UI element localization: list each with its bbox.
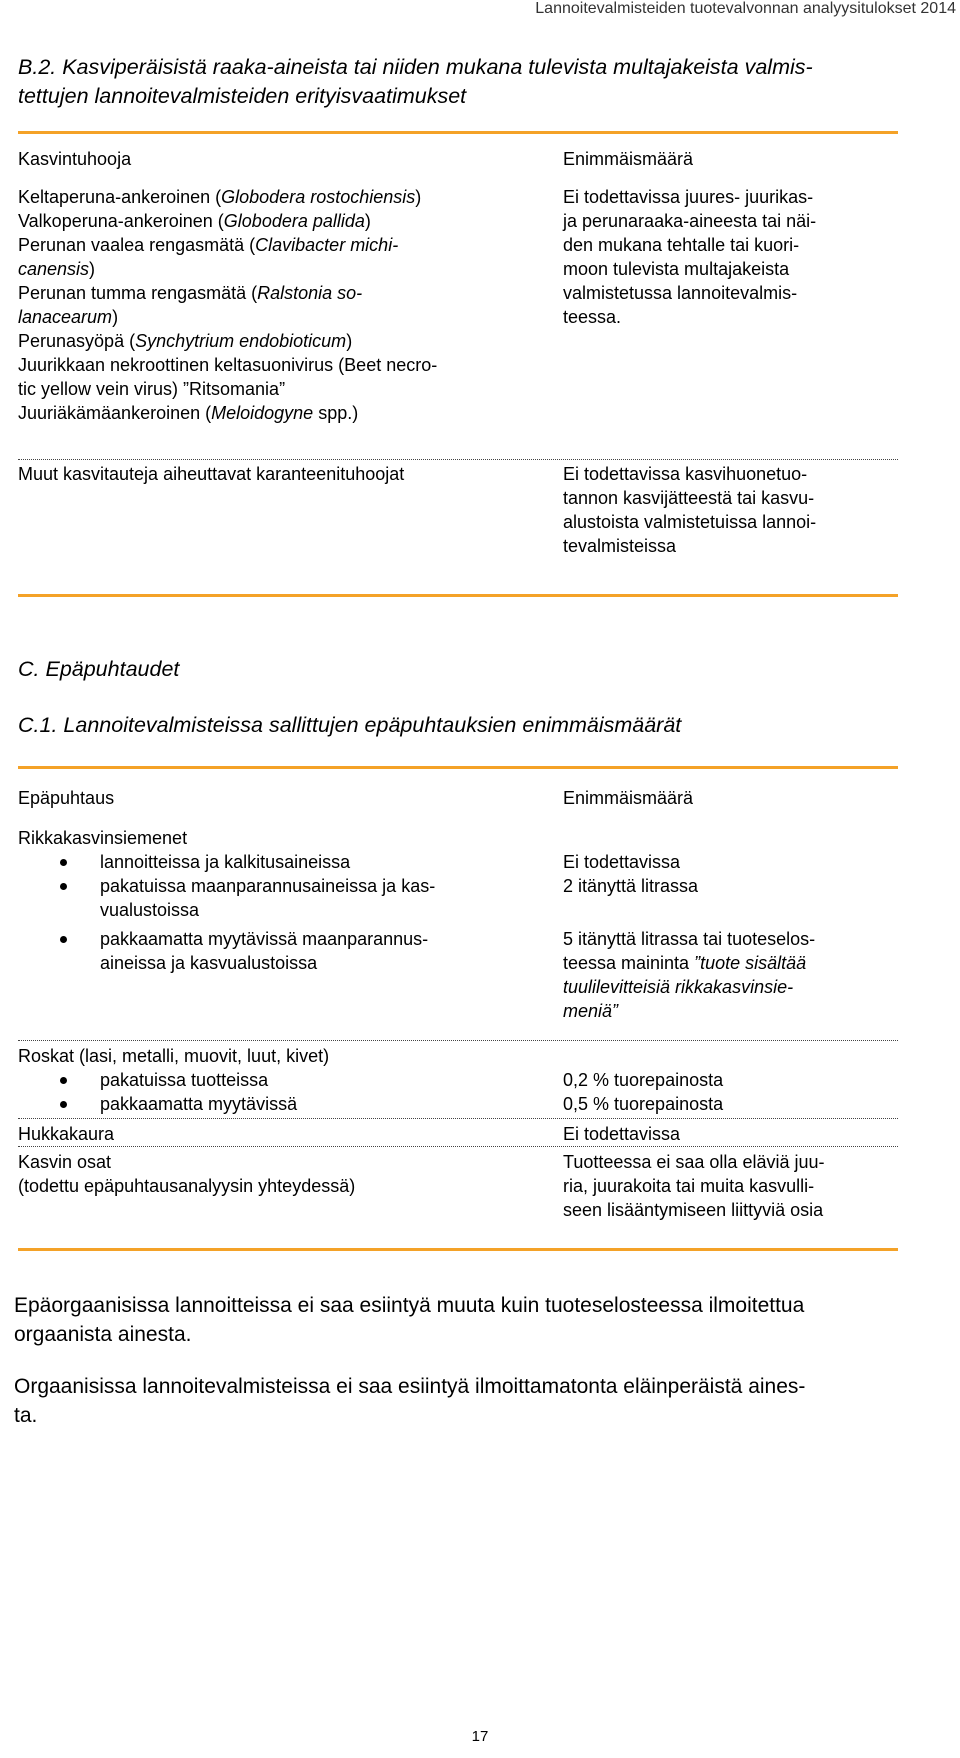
pest-item: Juuriäkämäankeroinen (Meloidogyne spp.) [18, 403, 359, 423]
limit-line: Ei todettavissa [563, 1124, 681, 1144]
max-header [563, 786, 893, 810]
debris-label: Roskat (lasi, metalli, muovit, luut, kivet) [18, 1046, 330, 1066]
pests-column [18, 147, 543, 425]
pest-item: Keltaperuna-ankeroinen (Globodera rostochiensis) [18, 187, 422, 207]
row-divider [18, 1040, 898, 1041]
section-c1-subtitle: C.1. Lannoitevalmisteissa sallittujen epäpuhtauksien enimmäismäärät [18, 713, 682, 737]
bullet-item: pakatuissa tuotteissa [18, 1068, 543, 1092]
limit-line: 0,2 % tuorepainosta [563, 1070, 724, 1090]
limit-line: Ei todettavissa kasvihuonetuo- [563, 464, 808, 484]
pest-item: Perunasyöpä (Synchytrium endobioticum) [18, 331, 353, 351]
plant-parts-note: (todettu epäpuhtausanalyysin yhteydessä) [18, 1176, 356, 1196]
plant-parts-row [18, 1150, 543, 1198]
column-header-limit: Enimmäismäärä [563, 149, 694, 169]
limit-line: Tuotteessa ei saa olla eläviä juu- [563, 1152, 825, 1172]
note-organic: Orgaanisissa lannoitevalmisteissa ei saa esiintyä ilmoittamatonta eläinperäistä aines- ta. [14, 1375, 806, 1427]
section-b2-title-line: B.2. Kasviperäisistä raaka-aineista tai niiden mukana tulevista multajakeista valmis- [18, 55, 813, 79]
column-header-limit: Enimmäismäärä [563, 788, 694, 808]
limit-line: Ei todettavissa juures- juurikas- [563, 187, 814, 207]
limit-line: ria, juurakoita tai muita kasvulli- [563, 1176, 815, 1196]
note-inorganic: Epäorgaanisissa lannoitteissa ei saa esiintyä muuta kuin tuoteselosteessa ilmoitettua orgaanista ainesta. [14, 1294, 805, 1346]
page-number: 17 [471, 1728, 489, 1745]
limit-line: Ei todettavissa [563, 852, 681, 872]
limit-line: meniä” [563, 1001, 619, 1021]
pest-item: Perunan vaalea rengasmätä (Clavibacter michi- [18, 235, 399, 255]
hukkakaura-limit [563, 1122, 893, 1146]
bullet-item-cont: vualustoissa [100, 900, 200, 920]
weeds-limits [563, 850, 893, 1023]
weeds-label: Rikkakasvinsiemenet [18, 828, 188, 848]
hukkakaura-label: Hukkakaura [18, 1124, 115, 1144]
limit-line: 5 itänyttä litrassa tai tuoteselos- [563, 929, 816, 949]
pest-item: Valkoperuna-ankeroinen (Globodera pallida) [18, 211, 371, 231]
quarantine-row [18, 462, 543, 486]
plant-parts-limit [563, 1150, 893, 1222]
table-top-rule [18, 766, 898, 769]
quarantine-pests: Muut kasvitauteja aiheuttavat karanteenituhoojat [18, 464, 405, 484]
impurity-header [18, 786, 543, 810]
section-c-title: C. Epäpuhtaudet [18, 657, 180, 681]
table-top-rule [18, 131, 898, 134]
column-header-impurity: Epäpuhtaus [18, 788, 115, 808]
running-header: Lannoitevalmisteiden tuotevalvonnan analyysitulokset 2014 [535, 0, 956, 17]
limit-line: valmistetussa lannoitevalmis- [563, 283, 798, 303]
limit-line: tuulilevitteisiä rikkakasvinsie- [563, 977, 794, 997]
limit-line: seen lisääntymiseen liittyviä osia [563, 1200, 824, 1220]
plant-parts-label: Kasvin osat [18, 1152, 112, 1172]
limit-line: ja perunaraaka-aineesta tai näi- [563, 211, 817, 231]
section-b2-title [18, 53, 813, 111]
limit-line: 2 itänyttä litrassa [563, 876, 699, 896]
table-bottom-rule [18, 1248, 898, 1251]
limit-line: alustoista valmistetuissa lannoi- [563, 512, 817, 532]
row-divider [18, 459, 898, 460]
debris-limits [563, 1068, 893, 1116]
limit-line: 0,5 % tuorepainosta [563, 1094, 724, 1114]
pest-item-cont: tic yellow vein virus) ”Ritsomania” [18, 379, 286, 399]
limit-line: teessa. [563, 307, 622, 327]
bullet-item: pakkaamatta myytävissä [18, 1092, 543, 1116]
column-header-pest: Kasvintuhooja [18, 149, 132, 169]
hukkakaura-row [18, 1122, 543, 1146]
weeds-row [18, 826, 543, 975]
row-divider [18, 1146, 898, 1147]
limit-line: teessa maininta ”tuote sisältää [563, 953, 807, 973]
limit-line: den mukana tehtalle tai kuori- [563, 235, 800, 255]
row-divider [18, 1118, 898, 1119]
pest-item-cont: canensis) [18, 259, 96, 279]
section-b2-title-line: tettujen lannoitevalmisteiden erityisvaatimukset [18, 84, 467, 108]
debris-row [18, 1044, 543, 1116]
pest-item-cont: lanacearum) [18, 307, 119, 327]
limit-line: tannon kasvijätteestä tai kasvu- [563, 488, 815, 508]
limit-line: moon tulevista multajakeista [563, 259, 790, 279]
bullet-item: lannoitteissa ja kalkitusaineissa [18, 850, 543, 874]
bullet-item: pakkaamatta myytävissä maanparannus- [18, 927, 543, 951]
table-bottom-rule [18, 594, 898, 597]
bullet-item: pakatuissa maanparannusaineissa ja kas- [18, 874, 543, 898]
quarantine-limit [563, 462, 893, 558]
pest-item: Perunan tumma rengasmätä (Ralstonia so- [18, 283, 363, 303]
bullet-item-cont: aineissa ja kasvualustoissa [100, 953, 318, 973]
limit-line: tevalmisteissa [563, 536, 677, 556]
pest-item: Juurikkaan nekroottinen keltasuonivirus (Beet necro- [18, 355, 438, 375]
limits-column [563, 147, 893, 329]
